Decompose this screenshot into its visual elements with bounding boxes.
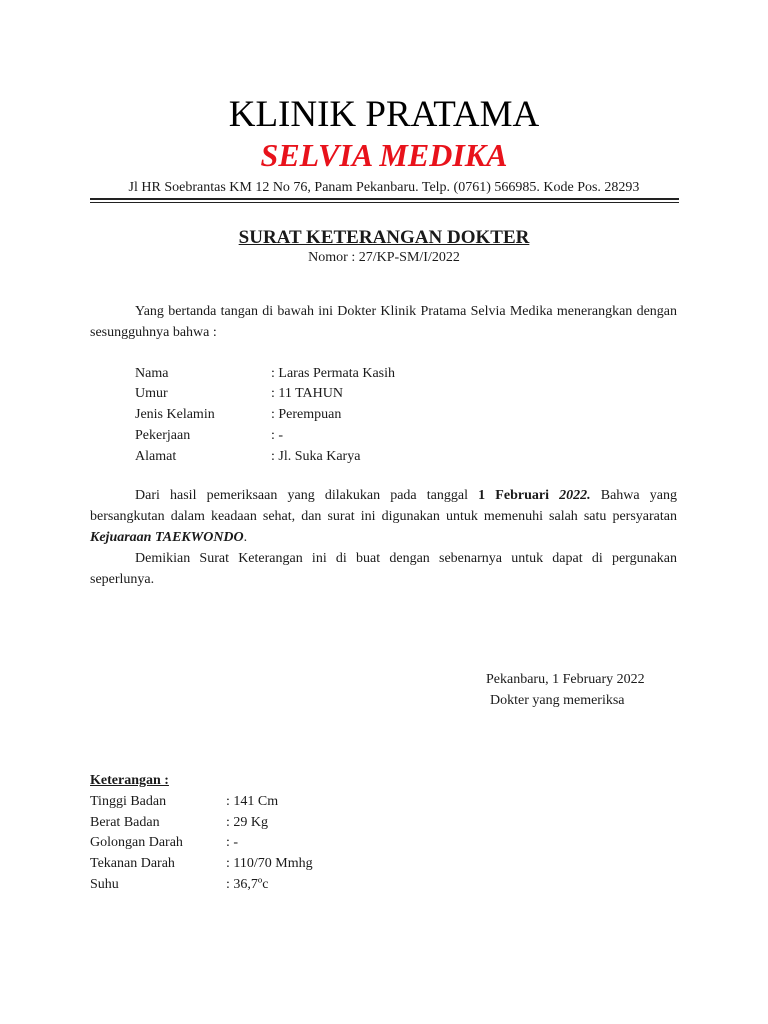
exam-event: Kejuaraan TAEKWONDO	[90, 530, 244, 545]
intro-text: Yang bertanda tangan di bawah ini Dokter Klinik Pratama Selvia Medika menerangkan dengan sesungguhnya bahwa :	[90, 304, 677, 340]
patient-label-address: Alamat	[135, 449, 177, 464]
patient-label-age: Umur	[135, 386, 168, 401]
clinic-name-line2: SELVIA MEDIKA	[260, 137, 508, 173]
clinic-address: Jl HR Soebrantas KM 12 No 76, Panam Pekanbaru. Telp. (0761) 566985. Kode Pos. 28293	[128, 180, 640, 195]
exam-text-b: Bahwa yang bersangkutan dalam keadaan sehat, dan surat ini digunakan untuk memenuhi salah satu persyaratan	[90, 488, 677, 524]
notes-heading: Keterangan :	[90, 773, 169, 788]
patient-value-occupation: : -	[271, 428, 284, 443]
patient-label-name: Nama	[135, 366, 169, 381]
header-divider-thin	[90, 202, 679, 203]
letter-title-text: SURAT KETERANGAN DOKTER	[238, 227, 530, 248]
notes-value-weight: : 29 Kg	[226, 815, 268, 830]
notes-label-weight: Berat Badan	[90, 815, 160, 830]
notes-value-temperature: : 36,7ºc	[226, 877, 269, 892]
notes-label-temperature: Suhu	[90, 877, 119, 892]
exam-text-end: .	[243, 530, 248, 545]
exam-date-a: 1 Februari	[478, 488, 560, 503]
clinic-name-line1: KLINIK PRATAMA	[228, 94, 540, 135]
notes-label-blood-type: Golongan Darah	[90, 835, 183, 850]
intro-paragraph	[90, 301, 677, 343]
signature-role: Dokter yang memeriksa	[490, 693, 625, 708]
exam-paragraph	[90, 485, 677, 548]
patient-value-age: : 11 TAHUN	[271, 386, 343, 401]
notes-value-blood-pressure: : 110/70 Mmhg	[226, 856, 313, 871]
patient-value-name: : Laras Permata Kasih	[271, 366, 396, 381]
patient-value-address: : Jl. Suka Karya	[271, 449, 361, 464]
notes-label-height: Tinggi Badan	[90, 794, 167, 809]
notes-label-blood-pressure: Tekanan Darah	[90, 856, 175, 871]
notes-value-blood-type: : -	[226, 835, 239, 850]
signature-place-date: Pekanbaru, 1 February 2022	[486, 672, 645, 687]
exam-text-a: Dari hasil pemeriksaan yang dilakukan pada tanggal	[135, 488, 479, 503]
closing-text: Demikian Surat Keterangan ini di buat dengan sebenarnya untuk dapat di pergunakan seperlunya.	[90, 551, 677, 587]
notes-value-height: : 141 Cm	[226, 794, 279, 809]
header-divider-thick	[90, 198, 679, 200]
patient-value-gender: : Perempuan	[271, 407, 342, 422]
patient-label-occupation: Pekerjaan	[135, 428, 191, 443]
closing-paragraph	[90, 548, 677, 590]
exam-date-b: 2022.	[559, 488, 591, 503]
patient-label-gender: Jenis Kelamin	[135, 407, 215, 422]
letter-title	[0, 227, 768, 249]
letter-number: Nomor : 27/KP-SM/I/2022	[308, 250, 460, 265]
